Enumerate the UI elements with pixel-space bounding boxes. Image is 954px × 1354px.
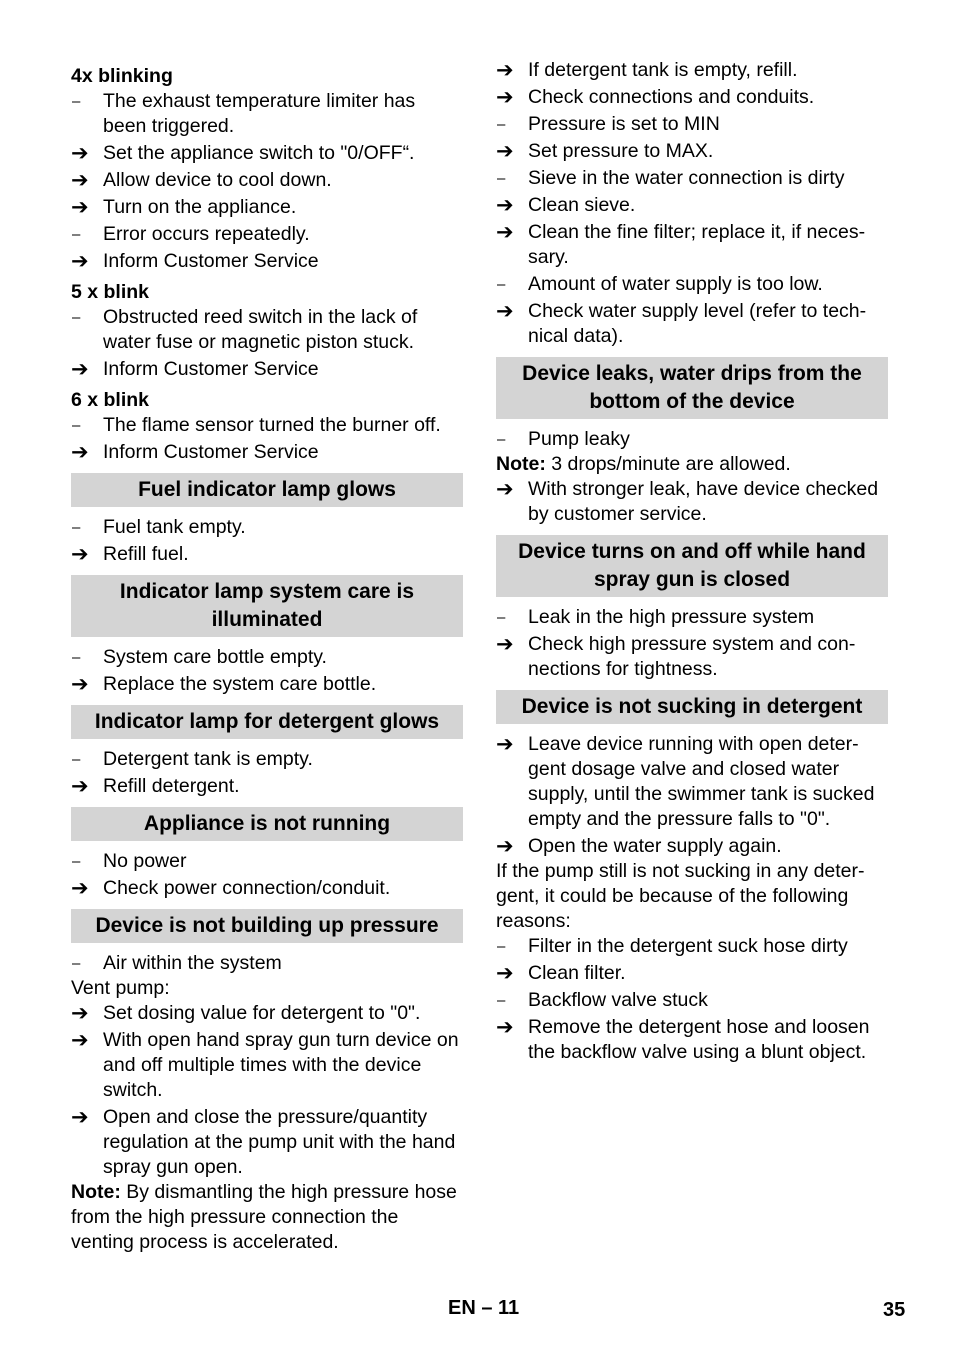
dash-marker: – bbox=[497, 992, 506, 1009]
section-heading: Device turns on and off while hand spray gun is closed bbox=[496, 535, 888, 597]
cause-item bbox=[71, 849, 463, 874]
item-text: Fuel tank empty. bbox=[103, 516, 246, 538]
dash-marker: – bbox=[497, 276, 506, 293]
item-text: The flame sensor turned the burner off. bbox=[103, 414, 441, 436]
note-text: By dismantling the high pressure hose from the high pressure connection the venting process is accelerated. bbox=[71, 1181, 457, 1253]
arrow-right-icon: ➔ bbox=[71, 1029, 89, 1052]
subheading: 6 x blink bbox=[71, 389, 150, 411]
arrow-right-icon: ➔ bbox=[71, 775, 89, 798]
cause-item bbox=[496, 166, 888, 191]
arrow-right-icon: ➔ bbox=[71, 441, 89, 464]
arrow-right-icon: ➔ bbox=[496, 221, 514, 244]
dash-marker: – bbox=[72, 309, 81, 326]
item-text: Clean sieve. bbox=[528, 194, 636, 216]
cause-item bbox=[496, 988, 888, 1013]
arrow-right-icon: ➔ bbox=[496, 633, 514, 656]
subheading: 5 x blink bbox=[71, 281, 150, 303]
cause-item bbox=[496, 427, 888, 452]
note-text: 3 drops/minute are allowed. bbox=[545, 453, 791, 475]
item-text: System care bottle empty. bbox=[103, 646, 327, 668]
item-text: Filter in the detergent suck hose dirty bbox=[528, 935, 848, 957]
item-text: Check connections and conduits. bbox=[528, 86, 815, 108]
arrow-right-icon: ➔ bbox=[496, 1016, 514, 1039]
arrow-right-icon: ➔ bbox=[71, 1106, 89, 1129]
item-text: Set the appliance switch to "0/OFF“. bbox=[103, 142, 415, 164]
cause-item bbox=[71, 89, 463, 139]
arrow-right-icon: ➔ bbox=[71, 543, 89, 566]
section-heading: Indicator lamp system care is illuminated bbox=[71, 575, 463, 637]
section-heading: Indicator lamp for detergent glows bbox=[71, 705, 463, 739]
remedy-item bbox=[496, 85, 888, 110]
arrow-right-icon: ➔ bbox=[496, 140, 514, 163]
item-text: Detergent tank is empty. bbox=[103, 748, 313, 770]
cause-item bbox=[71, 222, 463, 247]
item-text: Clean filter. bbox=[528, 962, 626, 984]
item-text: Set dosing value for detergent to "0". bbox=[103, 1002, 421, 1024]
note-label: Note: bbox=[71, 1181, 121, 1203]
remedy-item bbox=[496, 961, 888, 986]
item-text: Inform Customer Service bbox=[103, 358, 319, 380]
remedy-item bbox=[71, 168, 463, 193]
item-text: Obstructed reed switch in the lack of water fuse or magnetic piston stuck. bbox=[103, 306, 418, 353]
item-text: Check power connection/conduit. bbox=[103, 877, 391, 899]
arrow-right-icon: ➔ bbox=[71, 673, 89, 696]
item-text: Refill fuel. bbox=[103, 543, 189, 565]
arrow-right-icon: ➔ bbox=[496, 194, 514, 217]
arrow-right-icon: ➔ bbox=[496, 478, 514, 501]
arrow-right-icon: ➔ bbox=[496, 835, 514, 858]
remedy-item bbox=[71, 357, 463, 382]
section-heading: Appliance is not running bbox=[71, 807, 463, 841]
arrow-right-icon: ➔ bbox=[496, 86, 514, 109]
remedy-item bbox=[496, 58, 888, 83]
arrow-right-icon: ➔ bbox=[71, 196, 89, 219]
remedy-item bbox=[496, 139, 888, 164]
cause-item bbox=[71, 515, 463, 540]
section-heading: Device is not building up pressure bbox=[71, 909, 463, 943]
dash-marker: – bbox=[497, 938, 506, 955]
cause-item bbox=[496, 605, 888, 630]
item-text: With open hand spray gun turn device on and off multiple times with the device switch. bbox=[103, 1029, 459, 1101]
remedy-item bbox=[71, 195, 463, 220]
item-text: Turn on the appliance. bbox=[103, 196, 297, 218]
page-number: 35 bbox=[883, 1299, 906, 1321]
cause-item bbox=[71, 305, 463, 355]
dash-marker: – bbox=[72, 93, 81, 110]
remedy-item bbox=[71, 774, 463, 799]
cause-item bbox=[71, 413, 463, 438]
right-column bbox=[496, 58, 888, 1065]
dash-marker: – bbox=[497, 116, 506, 133]
cause-item bbox=[496, 272, 888, 297]
arrow-right-icon: ➔ bbox=[496, 300, 514, 323]
item-text: Check high pressure system and con-nections for tightness. bbox=[528, 633, 856, 680]
item-text: Open and close the pressure/quantity regulation at the pump unit with the hand spray gun open. bbox=[103, 1106, 456, 1178]
dash-marker: – bbox=[72, 955, 81, 972]
dash-marker: – bbox=[497, 609, 506, 626]
remedy-item bbox=[71, 672, 463, 697]
arrow-right-icon: ➔ bbox=[71, 1002, 89, 1025]
arrow-right-icon: ➔ bbox=[496, 962, 514, 985]
item-text: Leak in the high pressure system bbox=[528, 606, 815, 628]
item-text: Open the water supply again. bbox=[528, 835, 782, 857]
remedy-item bbox=[496, 732, 888, 832]
remedy-item bbox=[496, 477, 888, 527]
item-text: Error occurs repeatedly. bbox=[103, 223, 310, 245]
remedy-item bbox=[71, 1028, 463, 1103]
item-text: Remove the detergent hose and loosen the backflow valve using a blunt object. bbox=[528, 1016, 870, 1063]
item-text: Leave device running with open deter-gent dosage valve and closed water supply, until the swimmer tank is sucked empty and the pressure falls to "0". bbox=[528, 733, 875, 830]
item-text: Amount of water supply is too low. bbox=[528, 273, 823, 295]
left-column bbox=[71, 58, 463, 1255]
item-text: Check water supply level (refer to tech-nical data). bbox=[528, 300, 867, 347]
subheading: 4x blinking bbox=[71, 65, 173, 87]
cause-item bbox=[496, 934, 888, 959]
remedy-item bbox=[71, 1105, 463, 1180]
arrow-right-icon: ➔ bbox=[496, 733, 514, 756]
item-text: With stronger leak, have device checked by customer service. bbox=[528, 478, 879, 525]
cause-item bbox=[71, 747, 463, 772]
arrow-right-icon: ➔ bbox=[71, 250, 89, 273]
footer-section-number: EN – 11 bbox=[448, 1297, 520, 1319]
item-text: If detergent tank is empty, refill. bbox=[528, 59, 798, 81]
remedy-item bbox=[496, 193, 888, 218]
remedy-item bbox=[71, 876, 463, 901]
item-text: Set pressure to MAX. bbox=[528, 140, 714, 162]
item-text: The exhaust temperature limiter has been triggered. bbox=[103, 90, 416, 137]
remedy-item bbox=[71, 542, 463, 567]
item-text: Pressure is set to MIN bbox=[528, 113, 720, 135]
dash-marker: – bbox=[72, 649, 81, 666]
note bbox=[496, 452, 888, 477]
arrow-right-icon: ➔ bbox=[71, 142, 89, 165]
body-text: Vent pump: bbox=[71, 977, 170, 999]
item-text: Refill detergent. bbox=[103, 775, 240, 797]
cause-item bbox=[71, 645, 463, 670]
dash-marker: – bbox=[72, 853, 81, 870]
arrow-right-icon: ➔ bbox=[71, 169, 89, 192]
dash-marker: – bbox=[72, 417, 81, 434]
dash-marker: – bbox=[72, 226, 81, 243]
section-heading: Fuel indicator lamp glows bbox=[71, 473, 463, 507]
item-text: Backflow valve stuck bbox=[528, 989, 708, 1011]
item-text: Pump leaky bbox=[528, 428, 630, 450]
note-label: Note: bbox=[496, 453, 546, 475]
remedy-item bbox=[71, 440, 463, 465]
arrow-right-icon: ➔ bbox=[71, 358, 89, 381]
item-text: Inform Customer Service bbox=[103, 250, 319, 272]
dash-marker: – bbox=[497, 431, 506, 448]
cause-item bbox=[496, 112, 888, 137]
item-text: Clean the fine filter; replace it, if neces-sary. bbox=[528, 221, 866, 268]
item-text: Allow device to cool down. bbox=[103, 169, 332, 191]
cause-item bbox=[71, 951, 463, 976]
remedy-item bbox=[496, 299, 888, 349]
remedy-item bbox=[496, 220, 888, 270]
section-heading: Device leaks, water drips from the bottom of the device bbox=[496, 357, 888, 419]
note bbox=[71, 1180, 463, 1255]
remedy-item bbox=[71, 249, 463, 274]
item-text: Inform Customer Service bbox=[103, 441, 319, 463]
item-text: Sieve in the water connection is dirty bbox=[528, 167, 845, 189]
remedy-item bbox=[496, 834, 888, 859]
item-text: Air within the system bbox=[103, 952, 282, 974]
body-text: If the pump still is not sucking in any deter-gent, it could be because of the following reasons: bbox=[496, 860, 865, 932]
remedy-item bbox=[496, 1015, 888, 1065]
remedy-item bbox=[496, 632, 888, 682]
remedy-item bbox=[71, 141, 463, 166]
arrow-right-icon: ➔ bbox=[71, 877, 89, 900]
dash-marker: – bbox=[497, 170, 506, 187]
section-heading: Device is not sucking in detergent bbox=[496, 690, 888, 724]
arrow-right-icon: ➔ bbox=[496, 59, 514, 82]
remedy-item bbox=[71, 1001, 463, 1026]
dash-marker: – bbox=[72, 519, 81, 536]
item-text: Replace the system care bottle. bbox=[103, 673, 377, 695]
item-text: No power bbox=[103, 850, 187, 872]
dash-marker: – bbox=[72, 751, 81, 768]
